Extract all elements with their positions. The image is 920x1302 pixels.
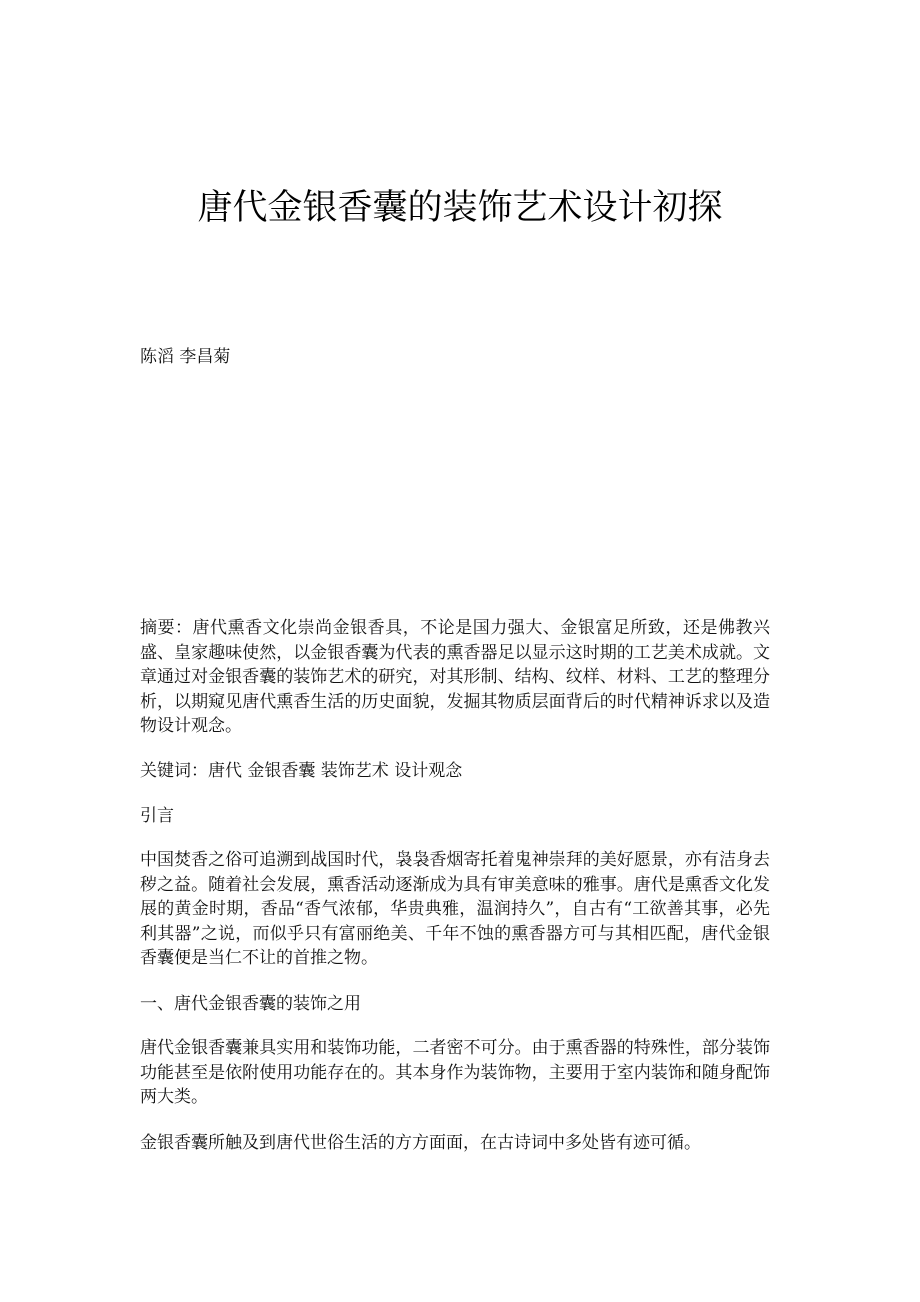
authors: 陈滔 李昌菊 (140, 347, 231, 367)
section1-paragraph: 金银香囊所触及到唐代世俗生活的方方面面，在古诗词中多处皆有迹可循。 (140, 1133, 701, 1153)
abstract-paragraph: 摘要：唐代熏香文化崇尚金银香具，不论是国力强大、金银富足所致，还是佛教兴盛、皇家趣味使然，以金银香囊为代表的熏香器足以显示这时期的工艺美术成就。文章通过对金银香囊的装饰艺术的研究，对其形制、结构、纹样、材料、工艺的整理分析，以期窥见唐代熏香生活的历史面貌，发掘其物质层面背后的时代精神诉求以及造物设计观念。 (140, 618, 770, 736)
intro-heading: 引言 (140, 806, 174, 826)
document-title: 唐代金银香囊的装饰艺术设计初探 (197, 188, 723, 228)
keywords: 关键词：唐代 金银香囊 装饰艺术 设计观念 (140, 761, 463, 781)
section1-heading: 一、唐代金银香囊的装饰之用 (140, 994, 361, 1014)
section1-paragraph: 唐代金银香囊兼具实用和装饰功能，二者密不可分。由于熏香器的特殊性，部分装饰功能甚至是依附使用功能存在的。其本身作为装饰物，主要用于室内装饰和随身配饰两大类。 (140, 1038, 770, 1107)
intro-paragraph: 中国焚香之俗可追溯到战国时代，袅袅香烟寄托着鬼神崇拜的美好愿景，亦有洁身去秽之益。随着社会发展，熏香活动逐渐成为具有审美意味的雅事。唐代是熏香文化发展的黄金时期，香品“香气浓郁，华贵典雅，温润持久”，自古有“工欲善其事，必先利其器”之说，而似乎只有富丽绝美、千年不蚀的熏香器方可与其相匹配，唐代金银香囊便是当仁不让的首推之物。 (140, 850, 770, 968)
